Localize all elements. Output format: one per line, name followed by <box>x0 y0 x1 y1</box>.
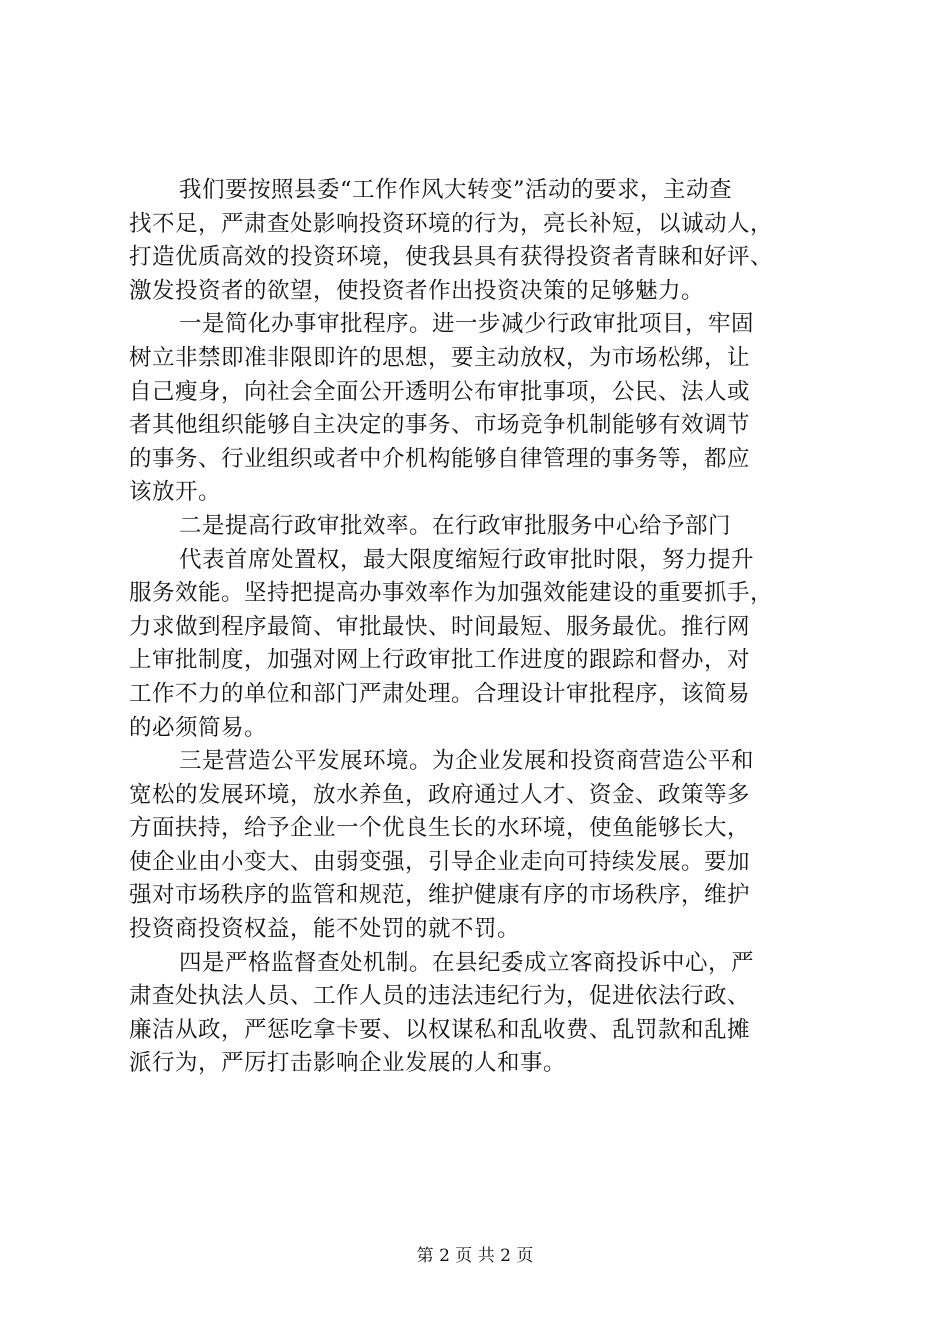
paragraph-line: 强对市场秩序的监管和规范，维护健康有序的市场秩序，维护 <box>129 882 751 909</box>
paragraph-line: 使企业由小变大、由弱变强，引导企业走向可持续发展。要加 <box>129 848 751 875</box>
paragraph-line: 的事务、行业组织或者中介机构能够自律管理的事务等，都应 <box>129 445 751 472</box>
paragraph-line: 一是简化办事审批程序。进一步减少行政审批项目，牢固 <box>179 311 755 338</box>
paragraph-line: 宽松的发展环境，放水养鱼，政府通过人才、资金、政策等多 <box>129 781 751 808</box>
paragraph-line: 力求做到程序最简、审批最快、时间最短、服务最优。推行网 <box>129 613 751 640</box>
paragraph-line: 代表首席处置权，最大限度缩短行政审批时限，努力提升 <box>179 546 755 573</box>
paragraph-line: 树立非禁即准非限即许的思想，要主动放权，为市场松绑，让 <box>129 344 751 371</box>
page-footer <box>0 1245 950 1267</box>
paragraph-line: 自己瘦身，向社会全面公开透明公布审批事项，公民、法人或 <box>129 378 751 405</box>
document-body <box>129 174 829 1081</box>
paragraph-line: 找不足，严肃查处影响投资环境的行为，亮长补短，以诚动人， <box>129 210 774 237</box>
paragraph-line: 激发投资者的欲望，使投资者作出投资决策的足够魅力。 <box>129 277 705 304</box>
page-number-label: 第 2 页 共 2 页 <box>416 1246 534 1266</box>
paragraph-line: 四是严格监督查处机制。在县纪委成立客商投诉中心，严 <box>179 949 755 976</box>
paragraph-line: 上审批制度，加强对网上行政审批工作进度的跟踪和督办，对 <box>129 647 751 674</box>
paragraph-line: 打造优质高效的投资环境，使我县具有获得投资者青睐和好评、 <box>129 244 774 271</box>
paragraph-line: 者其他组织能够自主决定的事务、市场竞争机制能够有效调节 <box>129 412 751 439</box>
paragraph-line: 工作不力的单位和部门严肃处理。合理设计审批程序，该简易 <box>129 680 751 707</box>
paragraph-line: 服务效能。坚持把提高办事效率作为加强效能建设的重要抓手， <box>129 580 774 607</box>
paragraph-line: 投资商投资权益，能不处罚的就不罚。 <box>129 916 521 943</box>
paragraph-line: 派行为，严厉打击影响企业发展的人和事。 <box>129 1050 567 1077</box>
paragraph-line: 该放开。 <box>129 479 222 506</box>
paragraph-line: 廉洁从政，严惩吃拿卡要、以权谋私和乱收费、乱罚款和乱摊 <box>129 1016 751 1043</box>
paragraph-line: 肃查处执法人员、工作人员的违法违纪行为，促进依法行政、 <box>129 983 751 1010</box>
paragraph-line: 我们要按照县委“工作作风大转变”活动的要求，主动查 <box>179 177 733 203</box>
paragraph-line: 的必须简易。 <box>129 714 268 741</box>
paragraph-line: 方面扶持，给予企业一个优良生长的水环境，使鱼能够长大， <box>129 815 751 842</box>
paragraph-line: 二是提高行政审批效率。在行政审批服务中心给予部门 <box>179 512 732 539</box>
paragraph-line: 三是营造公平发展环境。为企业发展和投资商营造公平和 <box>179 748 755 775</box>
